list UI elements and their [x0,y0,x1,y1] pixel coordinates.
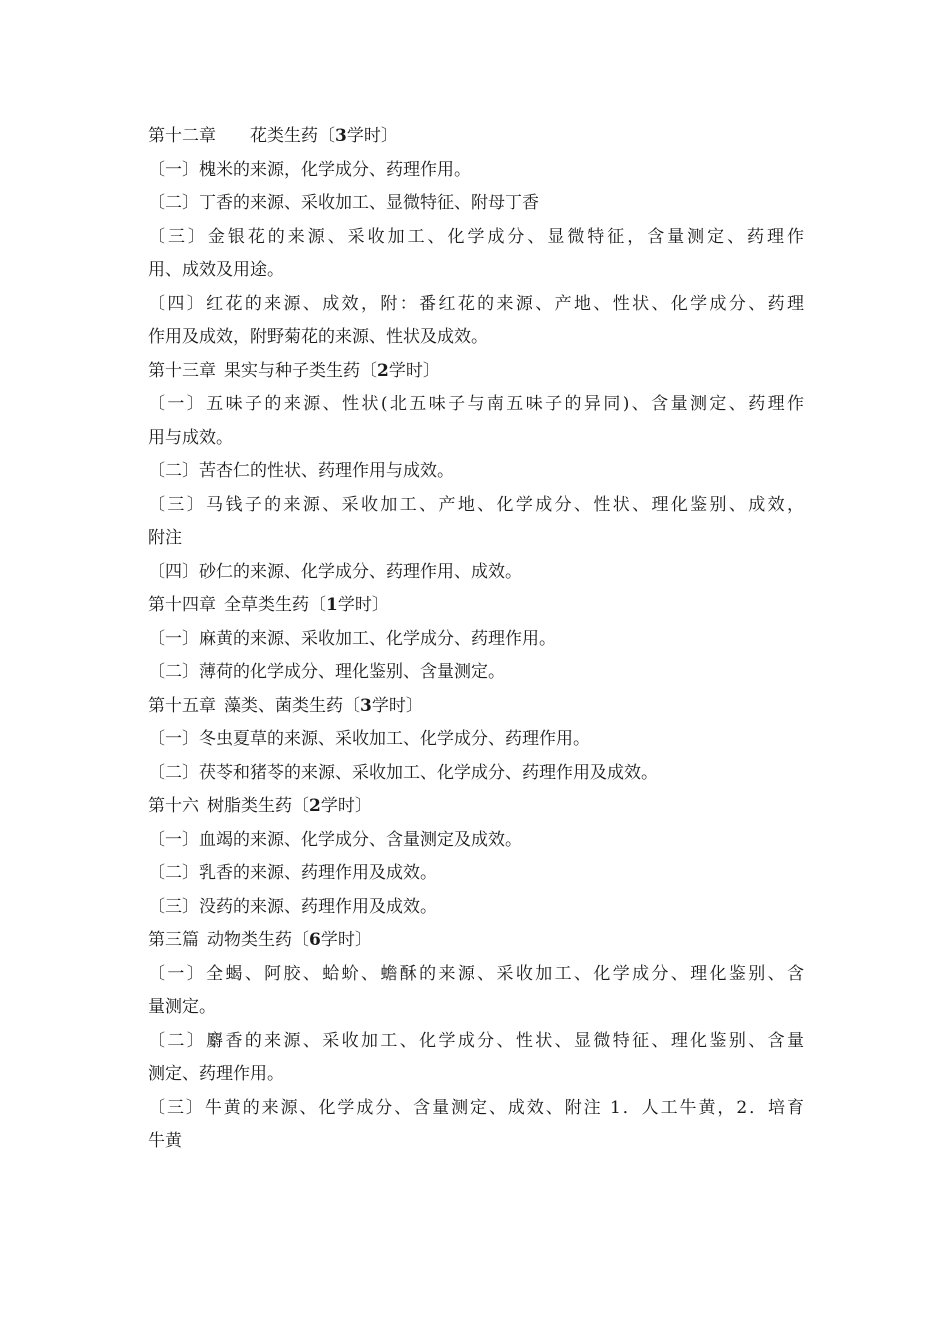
chapter-heading [148,924,804,958]
chapter-hours: 2 [377,360,389,381]
content-line: 〔一〕血竭的来源、化学成分、含量测定及成效。 [148,829,522,850]
chapter-heading [148,690,804,724]
content-line: 〔一〕全蝎、阿胶、蛤蚧、蟾酥的来源、采收加工、化学成分、理化鉴别、含 [148,963,804,984]
content-line: 〔二〕乳香的来源、药理作用及成效。 [148,863,437,883]
chapter-heading [148,355,804,389]
content-line: 〔三〕牛黄的来源、化学成分、含量测定、成效、附注 1．人工牛黄，2．培育 [148,1097,804,1118]
chapter-hours-unit: 学时〕 [337,595,389,615]
content-line: 〔二〕麝香的来源、采收加工、化学成分、性状、显微特征、理化鉴别、含量 [148,1030,804,1051]
chapter-number: 第十二章 [148,126,216,146]
content-line: 〔四〕砂仁的来源、化学成分、药理作用、成效。 [148,561,522,582]
content-line: 〔一〕麻黄的来源、采收加工、化学成分、药理作用。 [148,628,556,649]
content-line: 〔二〕薄荷的化学成分、理化鉴别、含量测定。 [148,662,505,682]
chapter-number: 第十四章 [148,595,216,615]
chapter-title: 果实与种子类生药〔 [224,360,377,381]
content-line: 〔三〕金银花的来源、采收加工、化学成分、显微特征，含量测定、药理作 [148,226,804,247]
chapter-number: 第十五章 [148,695,216,716]
chapter-hours-unit: 学时〕 [371,695,423,716]
chapter-hours: 6 [309,930,321,950]
content-line: 用、成效及用途。 [148,260,284,280]
chapter-title: 花类生药〔 [250,126,335,146]
content-line: 作用及成效，附野菊花的来源、性状及成效。 [148,327,488,347]
chapter-hours: 2 [309,796,321,816]
content-line: 测定、药理作用。 [148,1064,284,1084]
content-line: 牛黄 [148,1131,182,1151]
chapter-number: 第十六 [148,796,199,816]
content-line: 〔三〕没药的来源、药理作用及成效。 [148,896,437,917]
content-line: 量测定。 [148,997,216,1017]
chapter-hours-unit: 学时〕 [388,360,440,381]
chapter-number: 第十三章 [148,360,216,381]
content-line: 〔二〕苦杏仁的性状、药理作用与成效。 [148,461,454,481]
content-line: 〔一〕五味子的来源、性状(北五味子与南五味子的异同)、含量测定、药理作 [148,394,804,414]
content-line: 用与成效。 [148,427,233,448]
content-line: 〔二〕茯苓和猪苓的来源、采收加工、化学成分、药理作用及成效。 [148,762,658,783]
chapter-hours-unit: 学时〕 [346,126,398,146]
chapter-hours: 3 [335,126,347,146]
content-line: 〔二〕丁香的来源、采收加工、显微特征、附母丁香 [148,193,539,213]
content-line: 〔四〕红花的来源、成效，附：番红花的来源、产地、性状、化学成分、药理 [148,293,804,314]
content-line: 〔一〕冬虫夏草的来源、采收加工、化学成分、药理作用。 [148,729,590,749]
chapter-heading [148,790,804,824]
content-line: 〔一〕槐米的来源，化学成分、药理作用。 [148,159,471,180]
chapter-hours: 1 [326,595,338,615]
document-body [148,120,804,1159]
chapter-hours-unit: 学时〕 [320,796,372,816]
chapter-title: 动物类生药〔 [207,930,309,950]
chapter-title: 藻类、菌类生药〔 [224,695,360,716]
content-line: 附注 [148,528,182,548]
chapter-number: 第三篇 [148,930,199,950]
chapter-title: 树脂类生药〔 [207,796,309,816]
chapter-hours-unit: 学时〕 [320,930,372,950]
chapter-hours: 3 [360,695,372,716]
chapter-title: 全草类生药〔 [224,595,326,615]
content-line: 〔三〕马钱子的来源、采收加工、产地、化学成分、性状、理化鉴别、成效， [148,494,804,515]
chapter-heading [148,589,804,623]
chapter-heading [148,120,804,154]
